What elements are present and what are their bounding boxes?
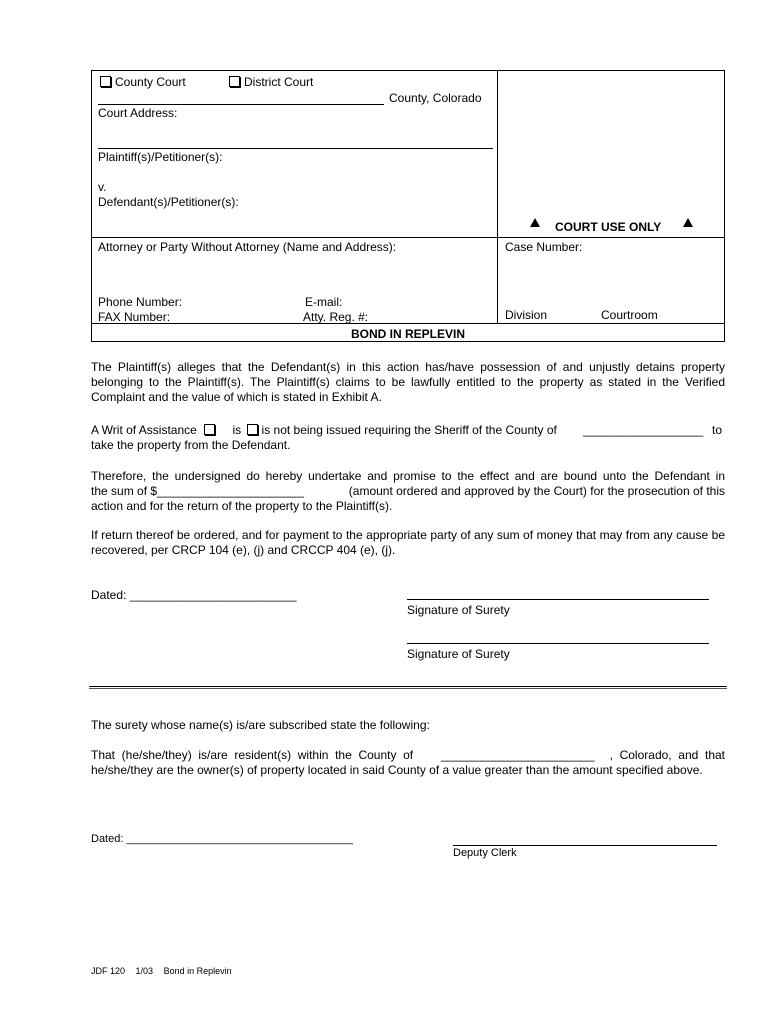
county-name-line[interactable] <box>98 104 384 105</box>
surety-signature-label-1: Signature of Surety <box>407 603 510 617</box>
form-footer-name: Bond in Replevin <box>163 966 232 976</box>
dated-label-1: Dated: <box>91 588 127 602</box>
writ-is-label: is <box>232 423 242 437</box>
form-title: BOND IN REPLEVIN <box>350 327 465 341</box>
form-footer <box>91 966 232 976</box>
county-court-option[interactable] <box>100 75 186 89</box>
surety-residence-text: That (he/she/they) is/are resident(s) within the County of <box>91 748 414 762</box>
allegation-paragraph: The Plaintiff(s) alleges that the Defendant(s) in this action has/have possession of and unjustly detains property belonging to the Plaintiff(s). The Plaintiff(s) claims to be lawfully entitled to the property as stated in the Verified Complaint and the value of which is stated in Exhibit A. <box>91 360 725 404</box>
surety-intro: The surety whose name(s) is/are subscribed state the following: <box>91 718 430 732</box>
writ-prefix: A Writ of Assistance <box>91 423 197 437</box>
court-address-line[interactable] <box>98 148 493 149</box>
up-arrow-right-icon <box>683 218 693 227</box>
sum-suffix: (amount ordered and approved by the Court) for the prosecution of this <box>348 484 725 498</box>
undertaking-line-3: action and for the return of the property to the Plaintiff(s). <box>91 499 393 513</box>
court-use-only-label: COURT USE ONLY <box>555 220 662 234</box>
dated-line-2 <box>91 833 353 845</box>
surety-signature-line-1[interactable] <box>407 599 709 600</box>
district-court-checkbox[interactable] <box>229 76 240 87</box>
dated-blank-2[interactable]: _____________________________________ <box>126 833 353 845</box>
plaintiff-label: Plaintiff(s)/Petitioner(s): <box>98 150 223 164</box>
attorney-label: Attorney or Party Without Attorney (Name and Address): <box>98 240 397 254</box>
surety-county-blank[interactable]: _______________________ <box>441 748 595 762</box>
phone-label: Phone Number: <box>98 295 183 309</box>
surety-signature-label-2: Signature of Surety <box>407 647 510 661</box>
district-court-label: District Court <box>244 75 314 89</box>
section-divider <box>89 686 727 687</box>
sum-blank[interactable]: ______________________ <box>157 484 304 498</box>
writ-line-1 <box>91 423 725 438</box>
surety-ownership-text: he/she/they are the owner(s) of property located in said County of a value greater than the amount specified above. <box>91 763 703 777</box>
undertaking-line-2 <box>91 484 725 499</box>
writ-is-checkbox[interactable] <box>204 424 215 435</box>
county-court-label: County Court <box>115 75 186 89</box>
dated-blank-1[interactable]: _________________________ <box>129 588 297 602</box>
writ-is-not-checkbox[interactable] <box>247 424 258 435</box>
courtroom-label: Courtroom <box>601 308 658 322</box>
surety-colorado-text: , Colorado, and that <box>609 748 725 762</box>
form-revision: 1/03 <box>135 966 154 976</box>
writ-to-label: to <box>712 423 723 437</box>
caption-divider <box>497 70 498 324</box>
deputy-clerk-label: Deputy Clerk <box>453 847 517 859</box>
undertaking-line-1: Therefore, the undersigned do hereby undertake and promise to the effect and are bound unto the Defendant in <box>91 469 725 483</box>
fax-label: FAX Number: <box>98 310 171 324</box>
division-label: Division <box>505 308 548 322</box>
form-id: JDF 120 <box>91 966 126 976</box>
title-row-divider <box>91 323 725 324</box>
versus-label: v. <box>98 180 107 194</box>
up-arrow-left-icon <box>530 218 540 227</box>
atty-reg-label: Atty. Reg. #: <box>303 310 369 324</box>
writ-is-not-label: is not being issued requiring the Sheriff of the County of <box>261 423 557 437</box>
writ-county-blank[interactable]: __________________ <box>583 423 704 437</box>
caption-row-divider <box>91 237 725 238</box>
district-court-option[interactable] <box>229 75 313 89</box>
dated-line-1 <box>91 588 297 602</box>
surety-line-1 <box>91 748 725 763</box>
defendant-label: Defendant(s)/Petitioner(s): <box>98 195 239 209</box>
surety-signature-line-2[interactable] <box>407 643 709 644</box>
section-divider-shadow <box>89 688 727 689</box>
writ-line-2: take the property from the Defendant. <box>91 438 291 452</box>
county-colorado-label: County, Colorado <box>389 91 482 105</box>
county-court-checkbox[interactable] <box>100 76 111 87</box>
dated-label-2: Dated: <box>91 833 124 845</box>
return-paragraph: If return thereof be ordered, and for payment to the appropriate party of any sum of money that may from any cause be recovered, per CRCP 104 (e), (j) and CRCCP 404 (e), (j). <box>91 528 725 557</box>
email-label: E-mail: <box>305 295 343 309</box>
court-address-label: Court Address: <box>98 106 178 120</box>
case-number-label: Case Number: <box>505 240 583 254</box>
sum-prefix: the sum of $ <box>91 484 158 498</box>
